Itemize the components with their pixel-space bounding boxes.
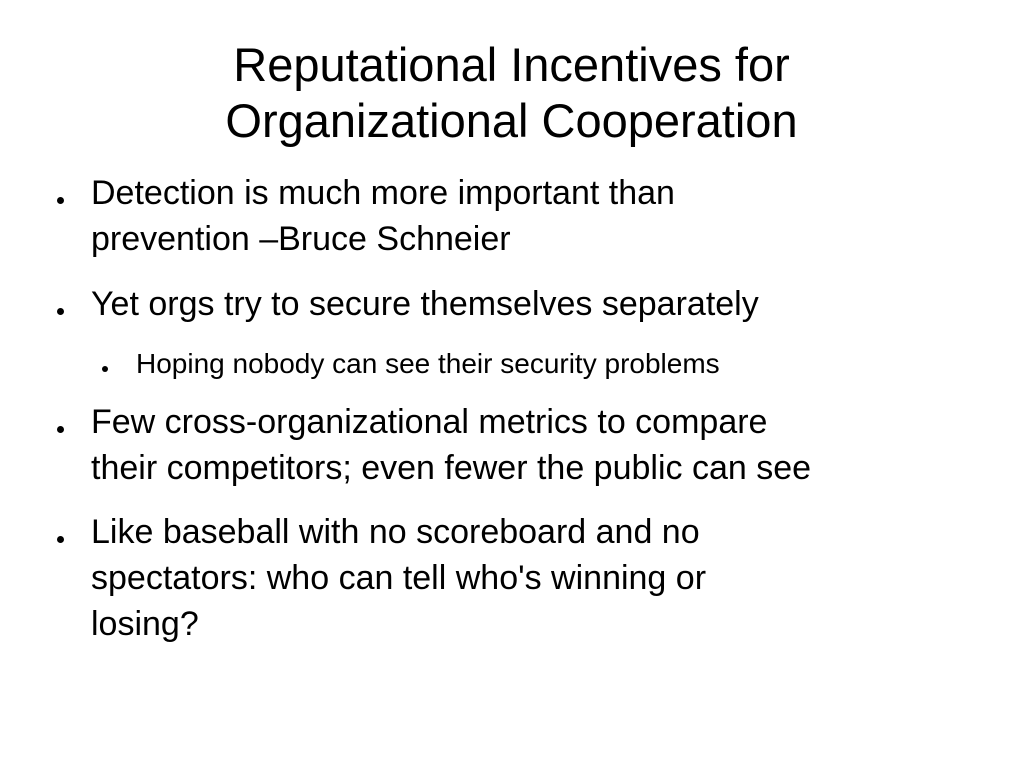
bullet-dot-icon	[102, 366, 108, 372]
bullet-dot-icon	[57, 197, 64, 204]
bullet-line: prevention –Bruce Schneier	[91, 220, 511, 258]
bullet-line: Hoping nobody can see their security problems	[136, 348, 720, 379]
bullet-line: Yet orgs try to secure themselves separately	[91, 285, 759, 323]
bullet-text	[91, 170, 675, 262]
bullet-text	[91, 399, 811, 491]
bullet-text	[91, 509, 706, 647]
bullet-line: their competitors; even fewer the public can see	[91, 449, 812, 487]
bullet-text	[91, 281, 759, 327]
bullet-text	[136, 346, 720, 382]
slide-title	[40, 37, 983, 149]
bullet-dot-icon	[57, 426, 64, 433]
bullet-line: Detection is much more important than	[91, 174, 675, 212]
slide-title-line: Reputational Incentives for	[233, 38, 790, 91]
bullet-line: losing?	[91, 605, 199, 643]
bullet-line: Like baseball with no scoreboard and no	[91, 513, 700, 551]
bullet-line: Few cross-organizational metrics to compare	[91, 403, 768, 441]
bullet-dot-icon	[57, 536, 64, 543]
bullet-dot-icon	[57, 308, 64, 315]
slide-title-line: Organizational Cooperation	[225, 94, 798, 147]
bullet-line: spectators: who can tell who's winning or	[91, 559, 707, 597]
